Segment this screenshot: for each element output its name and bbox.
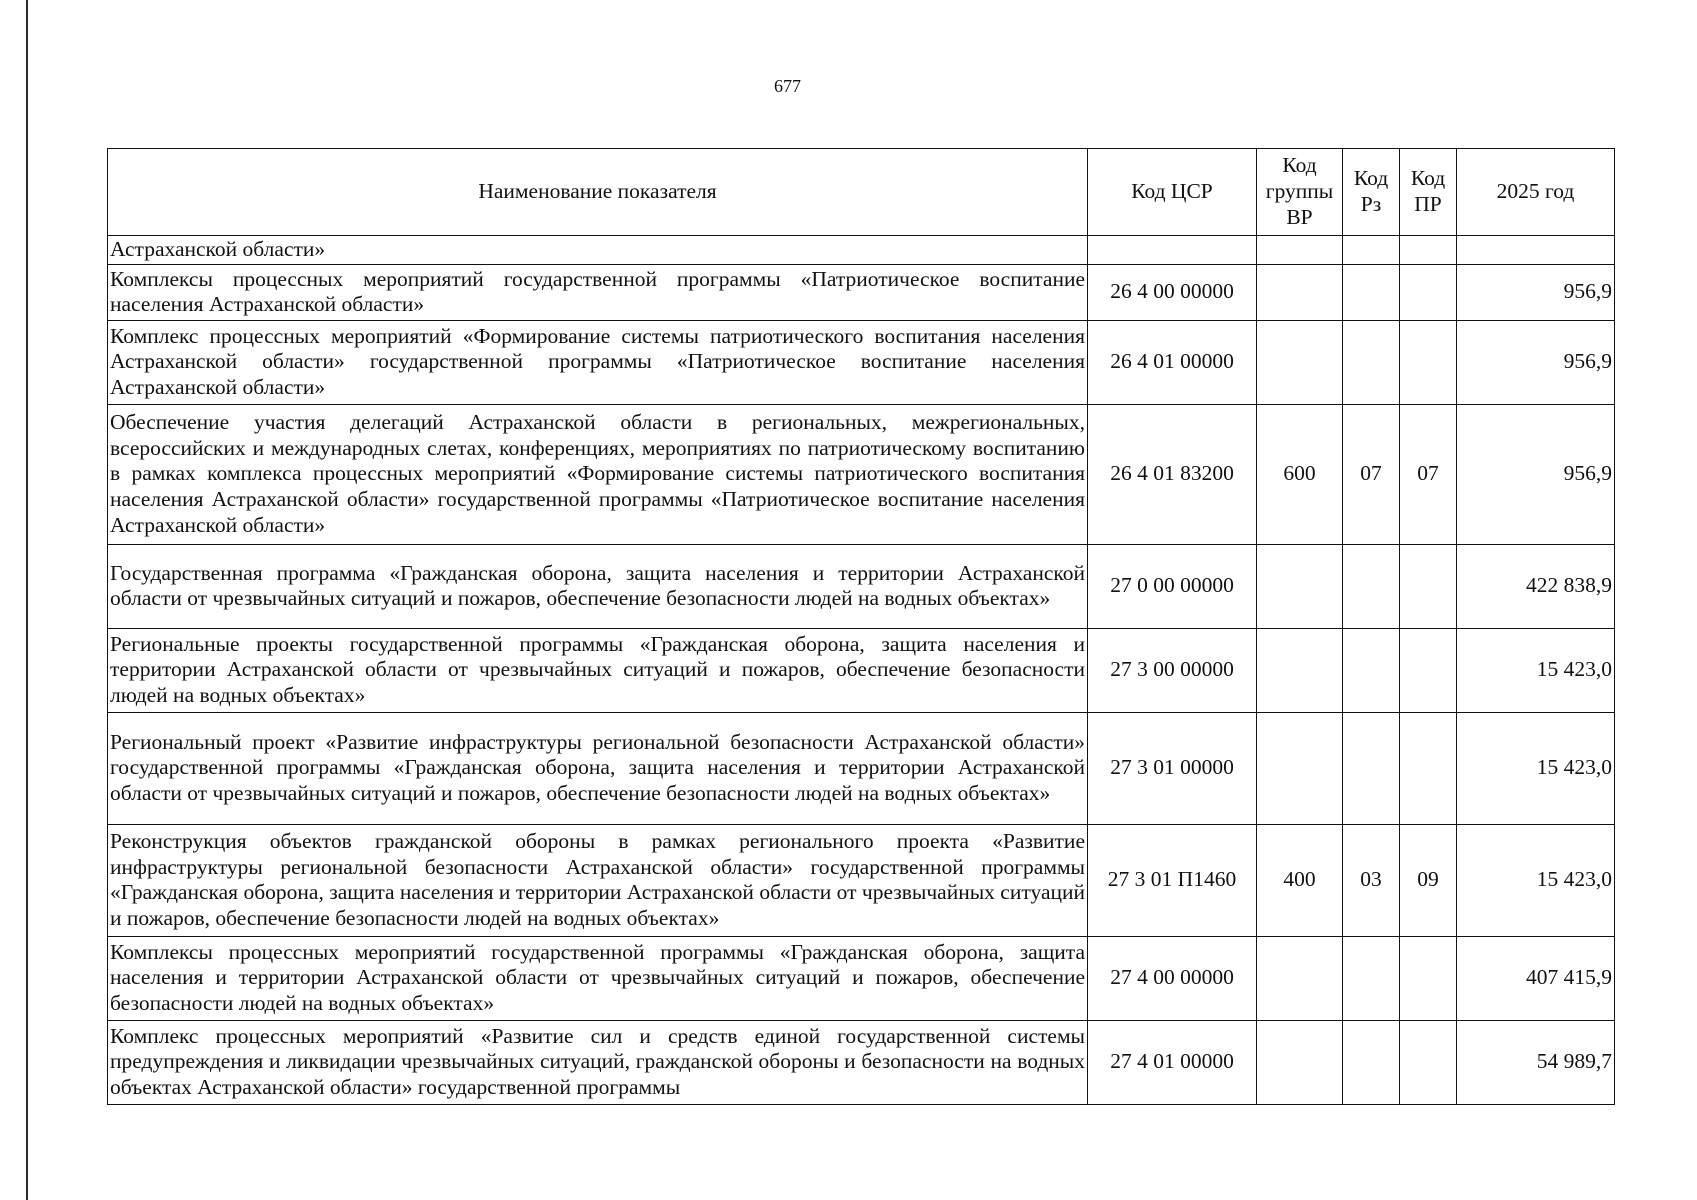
table-row: [108, 404, 1615, 544]
table-row: [108, 236, 1615, 265]
row-csr: 26 4 01 00000: [1088, 320, 1257, 404]
row-csr: [1088, 236, 1257, 265]
row-name: Реконструкция объектов гражданской обороны в рамках регионального проекта «Развитие инфраструктуры региональной безопасности Астраханской области» государственной программы «Гражданская оборона, защита населения и территории Астраханской области от чрезвычайных ситуаций и пожаров, обеспечение безопасности людей на водных объектах»: [108, 824, 1088, 936]
row-name: Государственная программа «Гражданская оборона, защита населения и территории Астраханской области от чрезвычайных ситуаций и пожаров, обеспечение безопасности людей на водных объектах»: [108, 544, 1088, 628]
table-row: [108, 264, 1615, 320]
row-rz: [1343, 712, 1400, 824]
row-csr: 27 3 01 00000: [1088, 712, 1257, 824]
row-rz: [1343, 544, 1400, 628]
row-amount: 956,9: [1457, 320, 1615, 404]
row-csr: 27 0 00 00000: [1088, 544, 1257, 628]
row-csr: 27 3 00 00000: [1088, 628, 1257, 712]
page-number: 677: [774, 76, 801, 96]
row-name: Региональные проекты государственной программы «Гражданская оборона, защита населения и территории Астраханской области от чрезвычайных ситуаций и пожаров, обеспечение безопасности людей на водных объектах»: [108, 628, 1088, 712]
row-name: Региональный проект «Развитие инфраструктуры региональной безопасности Астраханской области» государственной программы «Гражданская оборона, защита населения и территории Астраханской области от чрезвычайных ситуаций и пожаров, обеспечение безопасности людей на водных объектах»: [108, 712, 1088, 824]
row-amount: 956,9: [1457, 404, 1615, 544]
row-name: Комплексы процессных мероприятий государственной программы «Гражданская оборона, защита населения и территории Астраханской области от чрезвычайных ситуаций и пожаров, обеспечение безопасности людей на водных объектах»: [108, 936, 1088, 1020]
row-pr: 09: [1400, 824, 1457, 936]
row-name: Комплексы процессных мероприятий государственной программы «Патриотическое воспитание населения Астраханской области»: [108, 264, 1088, 320]
row-pr: [1400, 1020, 1457, 1104]
table-row: [108, 320, 1615, 404]
row-rz: 07: [1343, 404, 1400, 544]
row-name: Комплекс процессных мероприятий «Развитие сил и средств единой государственной системы предупреждения и ликвидации чрезвычайных ситуаций, гражданской обороны и безопасности на водных объектах Астраханской области» государственной программы: [108, 1020, 1088, 1104]
row-pr: [1400, 264, 1457, 320]
table-row: [108, 936, 1615, 1020]
row-amount: 15 423,0: [1457, 824, 1615, 936]
table-row: [108, 824, 1615, 936]
row-amount: 15 423,0: [1457, 712, 1615, 824]
row-rz: [1343, 1020, 1400, 1104]
row-pr: [1400, 544, 1457, 628]
row-pr: [1400, 712, 1457, 824]
row-vr: [1257, 628, 1343, 712]
row-vr: [1257, 936, 1343, 1020]
row-rz: [1343, 236, 1400, 265]
row-pr: [1400, 236, 1457, 265]
row-csr: 27 4 00 00000: [1088, 936, 1257, 1020]
row-vr: 400: [1257, 824, 1343, 936]
header-name: Наименование показателя: [108, 149, 1088, 236]
binding-margin-line: [26, 0, 28, 1200]
row-vr: [1257, 712, 1343, 824]
row-rz: [1343, 628, 1400, 712]
header-vr: Код группы ВР: [1257, 149, 1343, 236]
row-pr: [1400, 320, 1457, 404]
row-vr: [1257, 544, 1343, 628]
header-pr: Код ПР: [1400, 149, 1457, 236]
row-rz: [1343, 320, 1400, 404]
header-year: 2025 год: [1457, 149, 1615, 236]
row-name: Комплекс процессных мероприятий «Формирование системы патриотического воспитания населения Астраханской области» государственной программы «Патриотическое воспитание населения Астраханской области»: [108, 320, 1088, 404]
row-vr: [1257, 320, 1343, 404]
table-row: [108, 628, 1615, 712]
row-csr: 27 4 01 00000: [1088, 1020, 1257, 1104]
header-csr: Код ЦСР: [1088, 149, 1257, 236]
row-vr: 600: [1257, 404, 1343, 544]
row-amount: 407 415,9: [1457, 936, 1615, 1020]
row-amount: [1457, 236, 1615, 265]
row-rz: [1343, 264, 1400, 320]
budget-table: [107, 148, 1615, 1105]
table-header-row: [108, 149, 1615, 236]
row-amount: 422 838,9: [1457, 544, 1615, 628]
row-amount: 956,9: [1457, 264, 1615, 320]
table-row: [108, 544, 1615, 628]
row-csr: 26 4 00 00000: [1088, 264, 1257, 320]
row-amount: 54 989,7: [1457, 1020, 1615, 1104]
table-row: [108, 712, 1615, 824]
row-vr: [1257, 264, 1343, 320]
row-amount: 15 423,0: [1457, 628, 1615, 712]
row-name: Астраханской области»: [108, 236, 1088, 265]
row-rz: 03: [1343, 824, 1400, 936]
row-rz: [1343, 936, 1400, 1020]
row-pr: [1400, 936, 1457, 1020]
header-rz: Код Рз: [1343, 149, 1400, 236]
row-vr: [1257, 1020, 1343, 1104]
table-row: [108, 1020, 1615, 1104]
row-pr: [1400, 628, 1457, 712]
row-pr: 07: [1400, 404, 1457, 544]
row-csr: 26 4 01 83200: [1088, 404, 1257, 544]
row-csr: 27 3 01 П1460: [1088, 824, 1257, 936]
row-vr: [1257, 236, 1343, 265]
row-name: Обеспечение участия делегаций Астраханской области в региональных, межрегиональных, всероссийских и международных слетах, конференциях, мероприятиях по патриотическому воспитанию в рамках комплекса процессных мероприятий «Формирование системы патриотического воспитания населения Астраханской области» государственной программы «Патриотическое воспитание населения Астраханской области»: [108, 404, 1088, 544]
